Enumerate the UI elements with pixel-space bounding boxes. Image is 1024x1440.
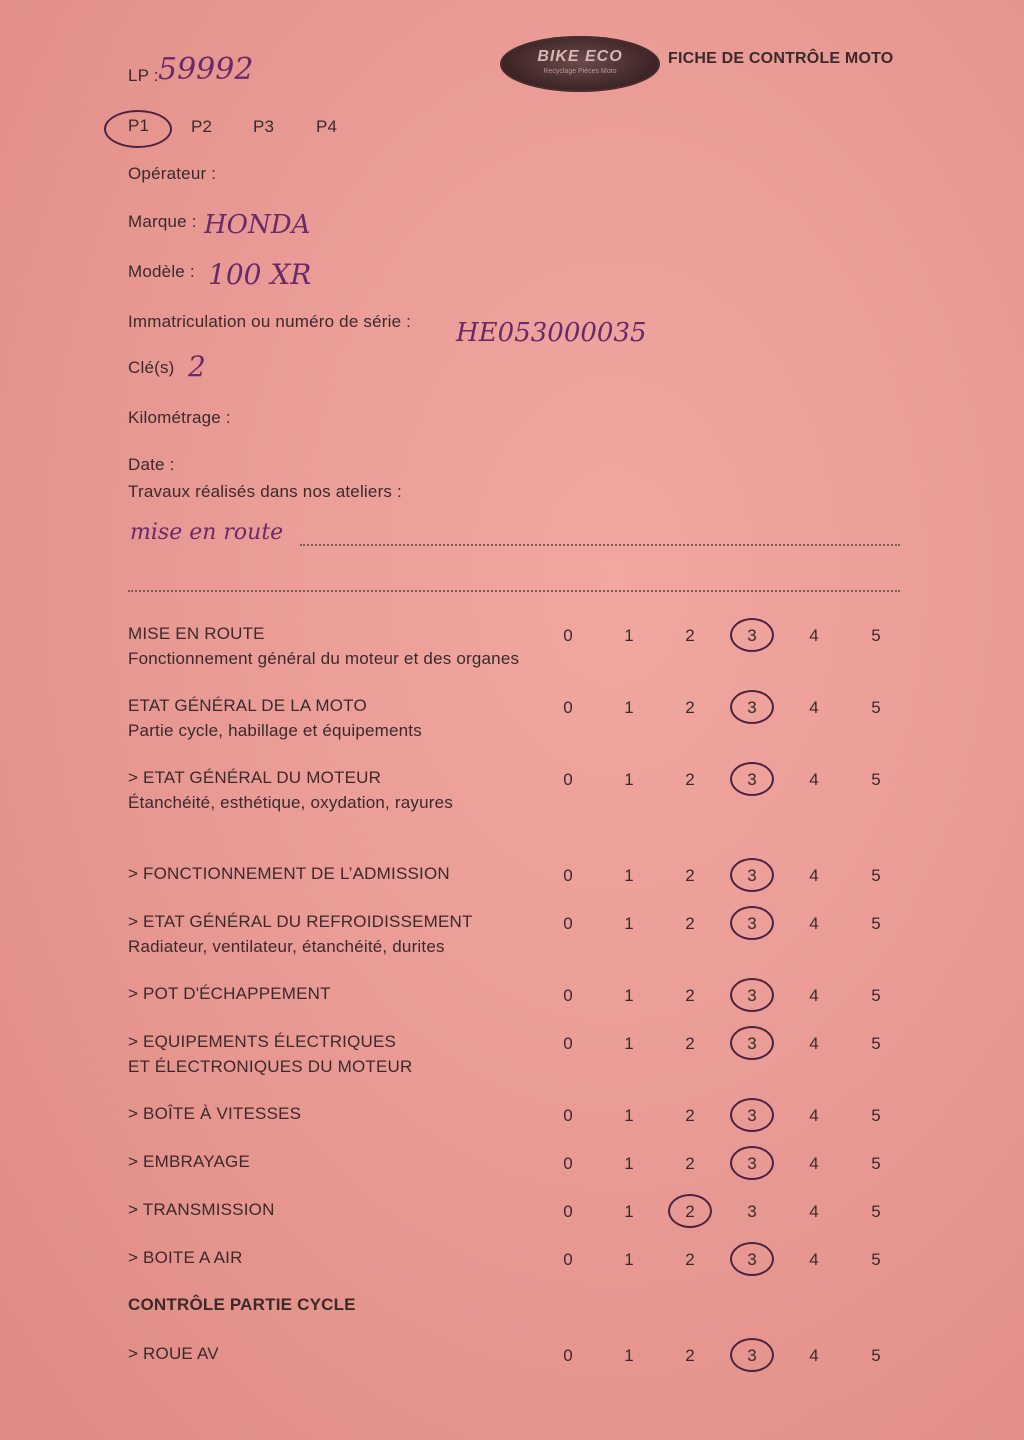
score-option-3[interactable]: 3 bbox=[747, 1346, 757, 1365]
check-title: > ETAT GÉNÉRAL DU REFROIDISSEMENT bbox=[128, 912, 473, 931]
score-option-2[interactable]: 2 bbox=[685, 1346, 695, 1365]
selected-score-circle bbox=[730, 1338, 774, 1372]
check-subtitle: Partie cycle, habillage et équipements bbox=[128, 721, 422, 740]
selected-score-circle bbox=[730, 762, 774, 796]
score-option-5[interactable]: 5 bbox=[871, 914, 881, 933]
score-option-0[interactable]: 0 bbox=[563, 1034, 573, 1053]
score-option-3[interactable]: 3 bbox=[747, 866, 757, 885]
score-option-3[interactable]: 3 bbox=[747, 1106, 757, 1125]
check-title: MISE EN ROUTE bbox=[128, 624, 265, 643]
check-subtitle: ET ÉLECTRONIQUES DU MOTEUR bbox=[128, 1057, 413, 1076]
score-option-4[interactable]: 4 bbox=[809, 914, 819, 933]
score-option-0[interactable]: 0 bbox=[563, 1154, 573, 1173]
logo-subtext: Recyclage Pièces Moto bbox=[543, 68, 617, 75]
score-option-0[interactable]: 0 bbox=[563, 1346, 573, 1365]
selected-score-circle bbox=[668, 1194, 712, 1228]
score-option-5[interactable]: 5 bbox=[871, 1250, 881, 1269]
check-subtitle: Étanchéité, esthétique, oxydation, rayures bbox=[128, 793, 453, 812]
score-option-4[interactable]: 4 bbox=[809, 1202, 819, 1221]
score-option-2[interactable]: 2 bbox=[685, 1106, 695, 1125]
score-option-5[interactable]: 5 bbox=[871, 626, 881, 645]
score-option-0[interactable]: 0 bbox=[563, 866, 573, 885]
selected-score-circle bbox=[730, 1242, 774, 1276]
score-option-3[interactable]: 3 bbox=[747, 698, 757, 717]
score-option-3[interactable]: 3 bbox=[747, 986, 757, 1005]
check-title: > EMBRAYAGE bbox=[128, 1152, 251, 1171]
score-option-0[interactable]: 0 bbox=[563, 1250, 573, 1269]
check-title: > ETAT GÉNÉRAL DU MOTEUR bbox=[128, 768, 382, 787]
score-option-2[interactable]: 2 bbox=[685, 626, 695, 645]
score-option-1[interactable]: 1 bbox=[624, 626, 634, 645]
score-option-5[interactable]: 5 bbox=[871, 1034, 881, 1053]
modele-value[interactable]: 100 XR bbox=[208, 258, 312, 291]
score-option-5[interactable]: 5 bbox=[871, 1202, 881, 1221]
score-option-4[interactable]: 4 bbox=[809, 1250, 819, 1269]
check-title: > BOÎTE À VITESSES bbox=[128, 1104, 302, 1123]
score-option-2[interactable]: 2 bbox=[685, 698, 695, 717]
check-title: > POT D'ÉCHAPPEMENT bbox=[128, 984, 331, 1003]
score-option-2[interactable]: 2 bbox=[685, 1154, 695, 1173]
score-option-1[interactable]: 1 bbox=[624, 698, 634, 717]
page-option-p1[interactable]: P1 bbox=[128, 116, 150, 135]
operateur-label: Opérateur : bbox=[128, 164, 217, 183]
score-option-3[interactable]: 3 bbox=[747, 914, 757, 933]
score-option-3[interactable]: 3 bbox=[747, 1250, 757, 1269]
check-subtitle: Radiateur, ventilateur, étanchéité, durites bbox=[128, 937, 445, 956]
selected-page-circle bbox=[104, 110, 172, 148]
check-title: > FONCTIONNEMENT DE L’ADMISSION bbox=[128, 864, 450, 883]
selected-score-circle bbox=[730, 906, 774, 940]
cles-value[interactable]: 2 bbox=[188, 350, 206, 383]
date-label: Date : bbox=[128, 455, 175, 474]
score-option-5[interactable]: 5 bbox=[871, 1346, 881, 1365]
score-option-5[interactable]: 5 bbox=[871, 698, 881, 717]
score-option-4[interactable]: 4 bbox=[809, 1154, 819, 1173]
selected-score-circle bbox=[730, 690, 774, 724]
score-option-1[interactable]: 1 bbox=[624, 1250, 634, 1269]
score-option-5[interactable]: 5 bbox=[871, 1106, 881, 1125]
selected-score-circle bbox=[730, 618, 774, 652]
score-option-4[interactable]: 4 bbox=[809, 1034, 819, 1053]
score-option-1[interactable]: 1 bbox=[624, 1154, 634, 1173]
score-option-4[interactable]: 4 bbox=[809, 626, 819, 645]
score-option-3[interactable]: 3 bbox=[747, 1154, 757, 1173]
marque-value[interactable]: HONDA bbox=[204, 210, 311, 240]
company-logo bbox=[500, 36, 660, 92]
score-option-3[interactable]: 3 bbox=[747, 1202, 757, 1221]
cles-label: Clé(s) bbox=[128, 358, 175, 377]
score-option-4[interactable]: 4 bbox=[809, 1106, 819, 1125]
travaux-value[interactable]: mise en route bbox=[130, 520, 284, 545]
kilometrage-label: Kilométrage : bbox=[128, 408, 231, 427]
score-option-2[interactable]: 2 bbox=[685, 1250, 695, 1269]
score-option-2[interactable]: 2 bbox=[685, 770, 695, 789]
check-title: > BOITE A AIR bbox=[128, 1248, 243, 1267]
score-option-2[interactable]: 2 bbox=[685, 866, 695, 885]
score-option-3[interactable]: 3 bbox=[747, 770, 757, 789]
score-option-0[interactable]: 0 bbox=[563, 626, 573, 645]
check-title: > EQUIPEMENTS ÉLECTRIQUES bbox=[128, 1032, 397, 1051]
check-title: > TRANSMISSION bbox=[128, 1200, 275, 1219]
immatriculation-value[interactable]: HE053000035 bbox=[456, 318, 647, 348]
score-option-2[interactable]: 2 bbox=[685, 986, 695, 1005]
immatriculation-label: Immatriculation ou numéro de série : bbox=[128, 312, 412, 331]
modele-label: Modèle : bbox=[128, 262, 195, 281]
score-option-5[interactable]: 5 bbox=[871, 866, 881, 885]
travaux-line-1 bbox=[300, 544, 900, 546]
score-option-2[interactable]: 2 bbox=[685, 1034, 695, 1053]
score-option-1[interactable]: 1 bbox=[624, 914, 634, 933]
check-subtitle: Fonctionnement général du moteur et des organes bbox=[128, 649, 520, 668]
selected-score-circle bbox=[730, 858, 774, 892]
page-option-p2[interactable]: P2 bbox=[191, 117, 213, 136]
lp-value[interactable]: 59992 bbox=[158, 52, 254, 87]
score-option-0[interactable]: 0 bbox=[563, 1202, 573, 1221]
score-option-5[interactable]: 5 bbox=[871, 986, 881, 1005]
score-option-1[interactable]: 1 bbox=[624, 1106, 634, 1125]
score-option-4[interactable]: 4 bbox=[809, 698, 819, 717]
score-option-2[interactable]: 2 bbox=[685, 914, 695, 933]
selected-score-circle bbox=[730, 1026, 774, 1060]
score-option-4[interactable]: 4 bbox=[809, 770, 819, 789]
selected-score-circle bbox=[730, 1098, 774, 1132]
document-title: FICHE DE CONTRÔLE MOTO bbox=[668, 50, 894, 67]
section-cycle-title: CONTRÔLE PARTIE CYCLE bbox=[128, 1295, 356, 1314]
selected-score-circle bbox=[730, 1146, 774, 1180]
score-option-1[interactable]: 1 bbox=[624, 986, 634, 1005]
score-option-0[interactable]: 0 bbox=[563, 698, 573, 717]
page-option-p4[interactable]: P4 bbox=[316, 117, 338, 136]
score-option-0[interactable]: 0 bbox=[563, 986, 573, 1005]
score-option-5[interactable]: 5 bbox=[871, 770, 881, 789]
score-option-0[interactable]: 0 bbox=[563, 770, 573, 789]
score-option-3[interactable]: 3 bbox=[747, 1034, 757, 1053]
score-option-2[interactable]: 2 bbox=[685, 1202, 695, 1221]
check-title: > ROUE AV bbox=[128, 1344, 219, 1363]
lp-label: LP : bbox=[128, 66, 159, 85]
score-option-1[interactable]: 1 bbox=[624, 866, 634, 885]
travaux-line-2 bbox=[128, 590, 900, 592]
score-option-4[interactable]: 4 bbox=[809, 1346, 819, 1365]
travaux-label: Travaux réalisés dans nos ateliers : bbox=[128, 482, 402, 501]
score-option-4[interactable]: 4 bbox=[809, 986, 819, 1005]
score-option-0[interactable]: 0 bbox=[563, 1106, 573, 1125]
score-option-1[interactable]: 1 bbox=[624, 1202, 634, 1221]
score-option-4[interactable]: 4 bbox=[809, 866, 819, 885]
marque-label: Marque : bbox=[128, 212, 197, 231]
check-title: ETAT GÉNÉRAL DE LA MOTO bbox=[128, 696, 367, 715]
page-option-p3[interactable]: P3 bbox=[253, 117, 275, 136]
logo-text: BIKE ECO bbox=[537, 48, 623, 65]
score-option-3[interactable]: 3 bbox=[747, 626, 757, 645]
score-option-5[interactable]: 5 bbox=[871, 1154, 881, 1173]
score-option-1[interactable]: 1 bbox=[624, 770, 634, 789]
selected-score-circle bbox=[730, 978, 774, 1012]
score-option-1[interactable]: 1 bbox=[624, 1034, 634, 1053]
score-option-0[interactable]: 0 bbox=[563, 914, 573, 933]
score-option-1[interactable]: 1 bbox=[624, 1346, 634, 1365]
